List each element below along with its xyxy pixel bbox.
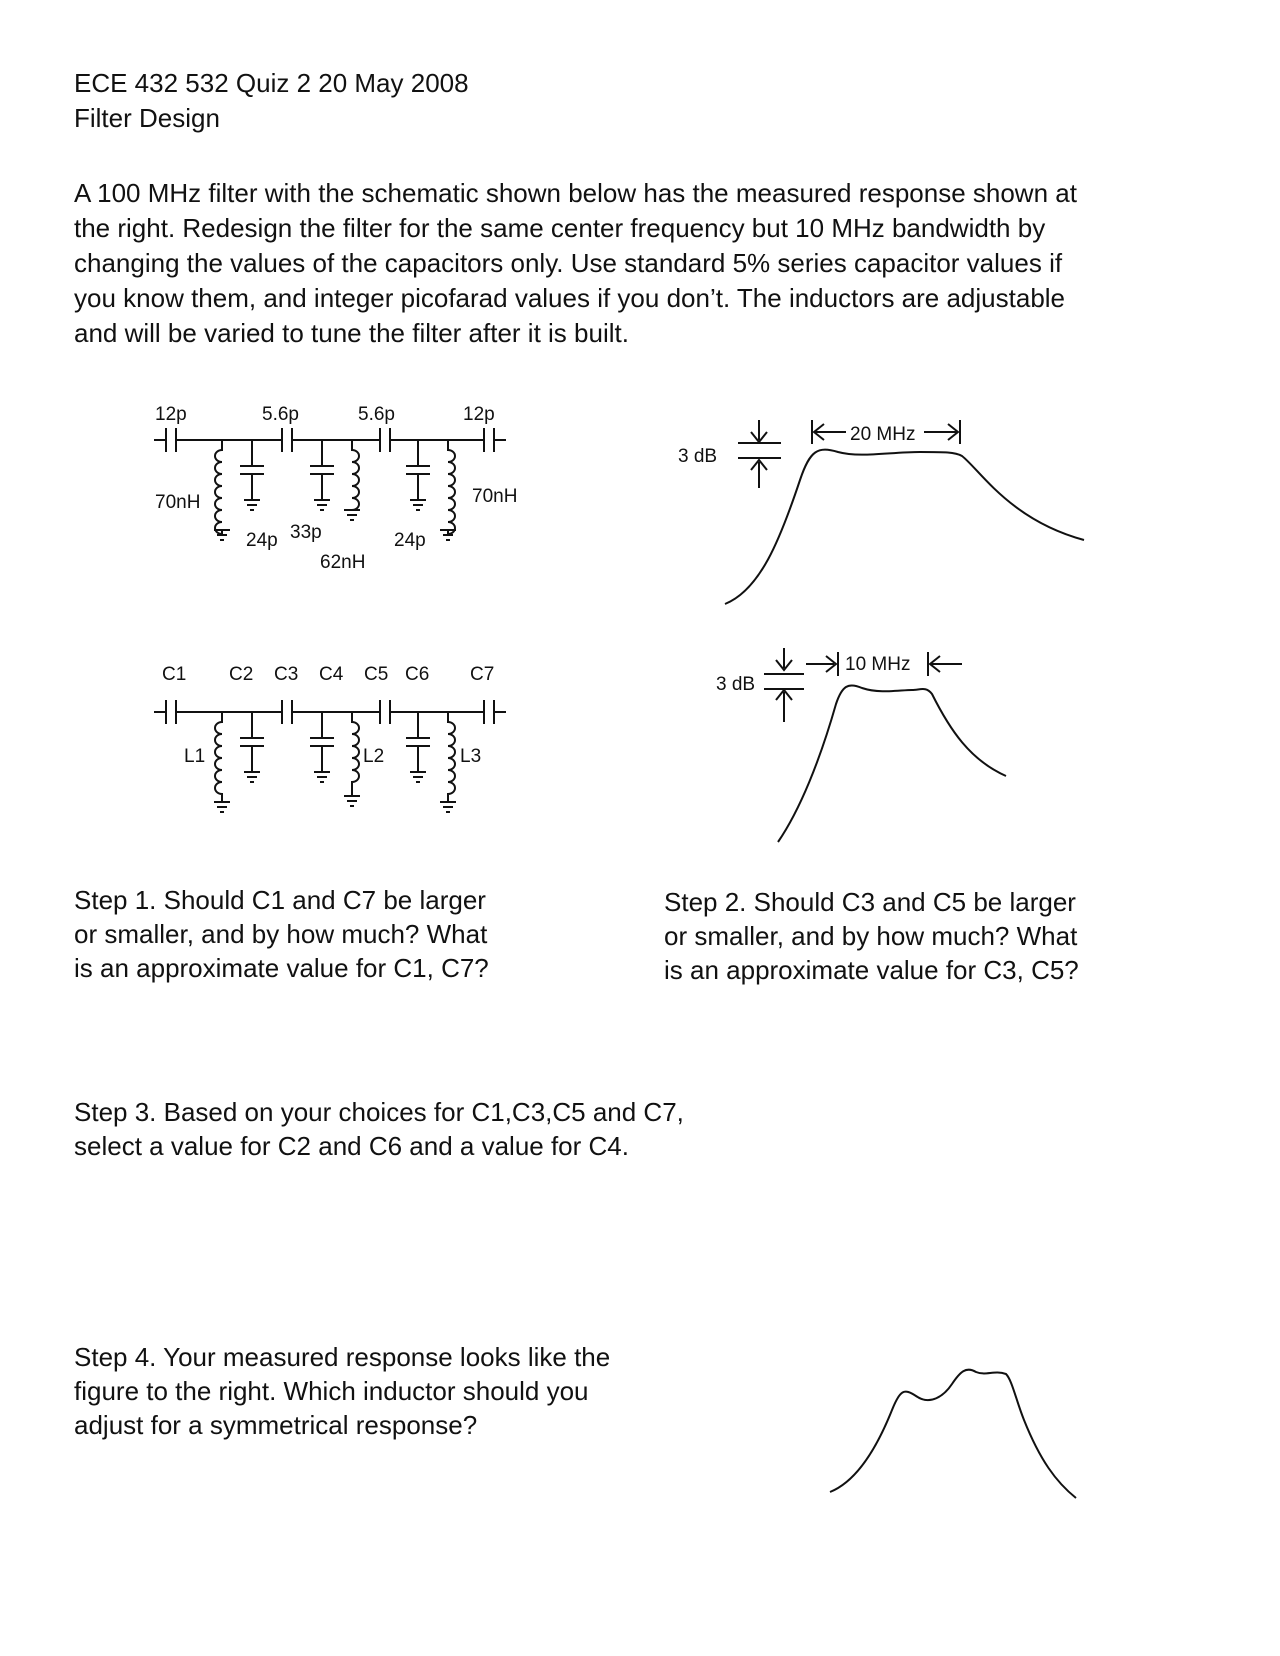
value-label: 12p (463, 404, 495, 425)
component-label-c7: C7 (470, 664, 495, 685)
value-label: 24p (246, 530, 278, 551)
statement-line: the right. Redesign the filter for the same center frequency but 10 MHz bandwidth by (74, 213, 1046, 243)
step-line: Step 2. Should C3 and C5 be larger (664, 887, 1076, 917)
component-label-l2: L2 (363, 746, 385, 767)
step-line: adjust for a symmetrical response? (74, 1410, 478, 1440)
bandwidth-label: 10 MHz (845, 654, 911, 675)
ripple-label: 3 dB (716, 674, 756, 695)
step-line: Step 1. Should C1 and C7 be larger (74, 885, 486, 915)
step-line: Step 3. Based on your choices for C1,C3,C5 and C7, (74, 1097, 684, 1127)
component-label-c1: C1 (162, 664, 187, 685)
step-line: figure to the right. Which inductor should you (74, 1376, 589, 1406)
statement-line: changing the values of the capacitors only. Use standard 5% series capacitor values if (74, 248, 1063, 278)
component-label-c2: C2 (229, 664, 254, 685)
component-label-c4: C4 (319, 664, 344, 685)
step-line: select a value for C2 and C6 and a value for C4. (74, 1131, 629, 1161)
step-line: or smaller, and by how much? What (664, 921, 1078, 951)
component-label-l3: L3 (460, 746, 482, 767)
value-label: 33p (290, 522, 322, 543)
statement-line: you know them, and integer picofarad values if you don’t. The inductors are adjustable (74, 283, 1066, 313)
quiz-subtitle: Filter Design (74, 103, 220, 133)
value-label: 24p (394, 530, 426, 551)
step-line: Step 4. Your measured response looks like the (74, 1342, 611, 1372)
step-line: or smaller, and by how much? What (74, 919, 488, 949)
component-label-c5: C5 (364, 664, 389, 685)
value-label: 62nH (320, 552, 366, 573)
statement-line: and will be varied to tune the filter after it is built. (74, 318, 629, 348)
quiz-title: ECE 432 532 Quiz 2 20 May 2008 (74, 68, 469, 98)
step-line: is an approximate value for C1, C7? (74, 953, 489, 983)
value-label: 70nH (472, 486, 518, 507)
component-label-c6: C6 (405, 664, 430, 685)
statement-line: A 100 MHz filter with the schematic shown below has the measured response shown at (74, 178, 1077, 208)
value-label: 70nH (155, 492, 201, 513)
value-label: 5.6p (358, 404, 395, 425)
value-label: 12p (155, 404, 187, 425)
bandwidth-label: 20 MHz (850, 424, 916, 445)
component-label-c3: C3 (274, 664, 299, 685)
step-line: is an approximate value for C3, C5? (664, 955, 1079, 985)
ripple-label: 3 dB (678, 446, 718, 467)
value-label: 5.6p (262, 404, 299, 425)
component-label-l1: L1 (184, 746, 206, 767)
response-curve (830, 1370, 1076, 1498)
